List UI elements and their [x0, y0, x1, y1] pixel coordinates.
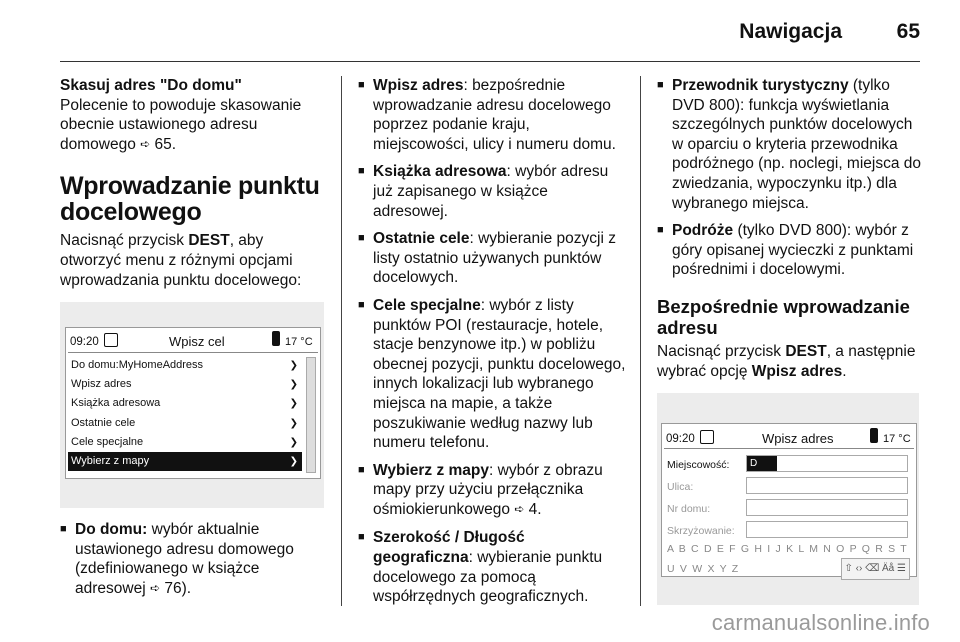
field-label-intersection: Skrzyżowanie:	[667, 525, 735, 538]
column-middle	[358, 76, 626, 615]
menu-item-address-book[interactable]: Książka adresowa ❯	[68, 394, 302, 413]
screen-frame	[661, 423, 917, 577]
menu-item-enter-address[interactable]: Wpisz adres ❯	[68, 375, 302, 394]
option-name: Wpisz adres	[751, 362, 843, 380]
bullet-list	[60, 520, 324, 599]
house-number-input[interactable]	[746, 499, 908, 516]
header-divider	[60, 61, 920, 62]
subsection-heading: Skasuj adres "Do domu"	[60, 77, 242, 94]
list-item: ■ Przewodnik turystyczny (tylko DVD 800): funkcja wyświetlania szczególnych punktów docelowych w oparciu o kryteria przewodnika podróżnego (np. noclegi, miejsca do zwiedzania, wypoczynku itp.) dla wybranego miejsca.	[657, 76, 923, 213]
screen-divider	[664, 448, 914, 449]
scrollbar[interactable]	[306, 357, 316, 473]
status-bar	[66, 328, 320, 354]
list-item: ■ Wybierz z mapy: wybór z obrazu mapy przy użyciu przełącznika ośmiokierunkowego ➪ 4.	[358, 461, 626, 521]
list-item: ■ Ostatnie cele: wybieranie pozycji z listy ostatnio używanych punktów docelowych.	[358, 229, 626, 288]
list-item: ■ Książka adresowa: wybór adresu już zapisanego w książce adresowej.	[358, 162, 626, 221]
section-intro: Nacisnąć przycisk DEST, aby otworzyć menu z różnymi opcjami wprowadzania punktu docelowego:	[60, 232, 302, 289]
field-label-city: Miejscowość:	[667, 459, 730, 472]
clock-icon	[700, 430, 714, 444]
list-item: ■ Podróże (tylko DVD 800): wybór z góry opisanej wycieczki z punktami pośrednimi i docelowymi.	[657, 221, 923, 280]
field-label-street: Ulica:	[667, 481, 694, 494]
destination-menu-screenshot	[60, 302, 324, 508]
bullet-list	[358, 76, 626, 607]
clock-time: 09:20	[666, 433, 695, 446]
thermometer-icon	[272, 331, 280, 346]
chevron-right-icon: ❯	[289, 437, 298, 449]
page-header	[0, 0, 960, 62]
page-reference[interactable]: 76).	[164, 579, 192, 597]
reference-arrow-icon[interactable]: ➪	[514, 501, 525, 516]
dest-key: DEST	[188, 232, 230, 250]
temperature: 17 °C	[883, 433, 911, 446]
menu-item-poi[interactable]: Cele specjalne ❯	[68, 433, 302, 452]
reference-arrow-icon[interactable]: ➪	[140, 136, 151, 151]
list-item: ■ Szerokość / Długość geograficzna: wybieranie punktu docelowego za pomocą współrzędnych geograficznych.	[358, 528, 626, 606]
section-heading: Wprowadzanie punktu docelowego	[60, 172, 320, 227]
list-item: ■ Do domu: wybór aktualnie ustawionego adresu domowego (zdefiniowanego w książce adresowej ➪ 76).	[60, 520, 324, 599]
section-heading: Bezpośrednie wprowadzanie adresu	[657, 295, 910, 338]
list-item: ■ Cele specjalne: wybór z listy punktów POI (restauracje, hotele, stacje benzynowe itp.) w pobliżu obecnej pozycji, punktu docelowego, innych lokalizacji lub wybranego miejsca na mapie, a także poszukiwanie według nazwy lub numeru telefonu.	[358, 296, 626, 453]
chapter-title: Nawigacja	[739, 20, 842, 43]
chevron-right-icon: ❯	[289, 398, 298, 410]
screen-divider	[68, 352, 318, 353]
keyboard-function-keys[interactable]: ⇧ ‹› ⌫ Äå ☰	[841, 558, 911, 580]
subsection-text: Polecenie to powoduje skasowanie obecnie ustawionego adresu domowego ➪ 65.	[60, 96, 302, 153]
temperature: 17 °C	[285, 336, 313, 349]
column-left	[60, 76, 324, 608]
chevron-right-icon: ❯	[289, 456, 298, 468]
list-item: ■ Wpisz adres: bezpośrednie wprowadzanie adresu docelowego poprzez podanie kraju, miejscowości, ulicy i numeru domu.	[358, 76, 626, 154]
chevron-right-icon: ❯	[289, 360, 298, 372]
reference-arrow-icon[interactable]: ➪	[149, 580, 161, 595]
section-intro: Nacisnąć przycisk DEST, a następnie wybrać opcję Wpisz adres.	[657, 342, 916, 380]
column-divider	[341, 76, 342, 606]
intersection-input[interactable]	[746, 521, 908, 538]
menu-item-recent[interactable]: Ostatnie cele ❯	[68, 414, 302, 433]
screen-title: Wpisz adres	[762, 431, 834, 447]
page-number: 65	[896, 20, 920, 43]
column-divider	[640, 76, 641, 606]
screen-title: Wpisz cel	[169, 334, 225, 350]
city-input[interactable]	[746, 455, 908, 472]
thermometer-icon	[870, 428, 878, 443]
chevron-right-icon: ❯	[289, 379, 298, 391]
address-entry-screenshot	[657, 393, 919, 605]
bullet-list	[657, 76, 923, 280]
chevron-right-icon: ❯	[289, 418, 298, 430]
street-input[interactable]	[746, 477, 908, 494]
input-value: D	[747, 456, 777, 471]
menu-item-map[interactable]: Wybierz z mapy ❯	[68, 452, 302, 471]
menu-item-home[interactable]: Do domu:MyHomeAddress ❯	[68, 356, 302, 375]
field-label-house-number: Nr domu:	[667, 503, 711, 516]
column-right	[657, 76, 923, 605]
dest-key: DEST	[785, 342, 827, 360]
clock-icon	[104, 333, 118, 347]
page-reference[interactable]: 65.	[154, 135, 177, 153]
alphabet-speller[interactable]: A B C D E F G H I J K L M N O P Q R S T U V W X Y Z	[667, 543, 908, 575]
watermark: carmanualsonline.info	[711, 610, 930, 635]
screen-frame	[65, 327, 321, 479]
clock-time: 09:20	[70, 336, 99, 349]
page-reference[interactable]: 4.	[528, 500, 542, 518]
